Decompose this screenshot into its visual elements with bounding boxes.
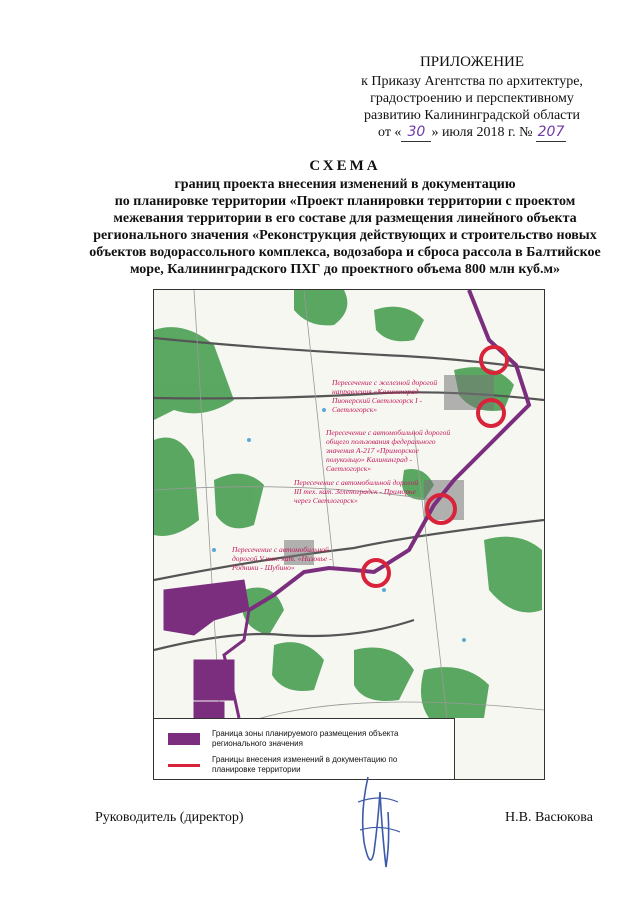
title-line-3: межевания территории в его составе для размещения линейного объекта <box>113 211 577 226</box>
map-label-railway: Пересечение с железной дорогой направления «Калининград - Пионерский Светлогорск I - Светлогорск» <box>332 378 438 414</box>
signer-name: Н.В. Васюкова <box>505 810 593 825</box>
appendix-line-2: градостроению и перспективному <box>370 91 574 106</box>
title-heading: СХЕМА <box>309 158 381 174</box>
legend-boundary-swatch <box>168 764 200 767</box>
map-legend <box>154 718 455 780</box>
appendix-date-line <box>342 124 602 142</box>
title-line-5: объектов водорассольного комплекса, водозабора и сброса рассола в Балтийское <box>89 245 601 260</box>
title-line-4: регионального значения «Реконструкция действующих и строительство новых <box>93 228 597 243</box>
map-label-local-road: Пересечение с автомобильной дорогой V тех. кат. «Низовье - Родники - Шубино» <box>232 545 332 572</box>
date-prefix: от « <box>378 125 402 140</box>
signature-mark <box>350 772 410 882</box>
map-label-regional-road: Пересечение с автомобильной дорогой III тех. кат. Зеленоградск - Приморье через Светлогорск» <box>294 478 419 505</box>
date-mid: » июля 2018 г. № <box>431 125 533 140</box>
planned-zone <box>164 580 249 718</box>
title-line-1: границ проекта внесения изменений в документацию <box>174 177 516 192</box>
legend-zone-swatch <box>168 733 200 745</box>
scheme-map <box>153 289 545 780</box>
signer-position: Руководитель (директор) <box>95 810 244 825</box>
map-drawing <box>154 290 544 779</box>
map-label-federal-road: Пересечение с автомобильной дорогой общего пользования федерального значения А-217 «Приморское полукольцо» Калининград - Светлогорск» <box>326 428 451 473</box>
title-line-6: море, Калининградского ПХГ до проектного объема 800 млн куб.м» <box>129 262 561 277</box>
appendix-title: ПРИЛОЖЕНИЕ <box>419 54 525 70</box>
appendix-line-1: к Приказу Агентства по архитектуре, <box>361 74 583 89</box>
order-number: 207 <box>537 124 565 140</box>
date-day: 30 <box>401 124 431 142</box>
legend-boundary-text: Границы внесения изменений в документацию по планировке территории <box>212 755 398 774</box>
appendix-line-3: развитию Калининградской области <box>363 108 581 123</box>
legend-zone-row <box>168 729 412 749</box>
document-title <box>70 158 620 278</box>
appendix-block <box>342 54 602 142</box>
title-line-2: по планировке территории «Проект планировки территории с проектом <box>114 194 576 209</box>
legend-zone-text: Граница зоны планируемого размещения объекта регионального значения <box>212 729 399 748</box>
